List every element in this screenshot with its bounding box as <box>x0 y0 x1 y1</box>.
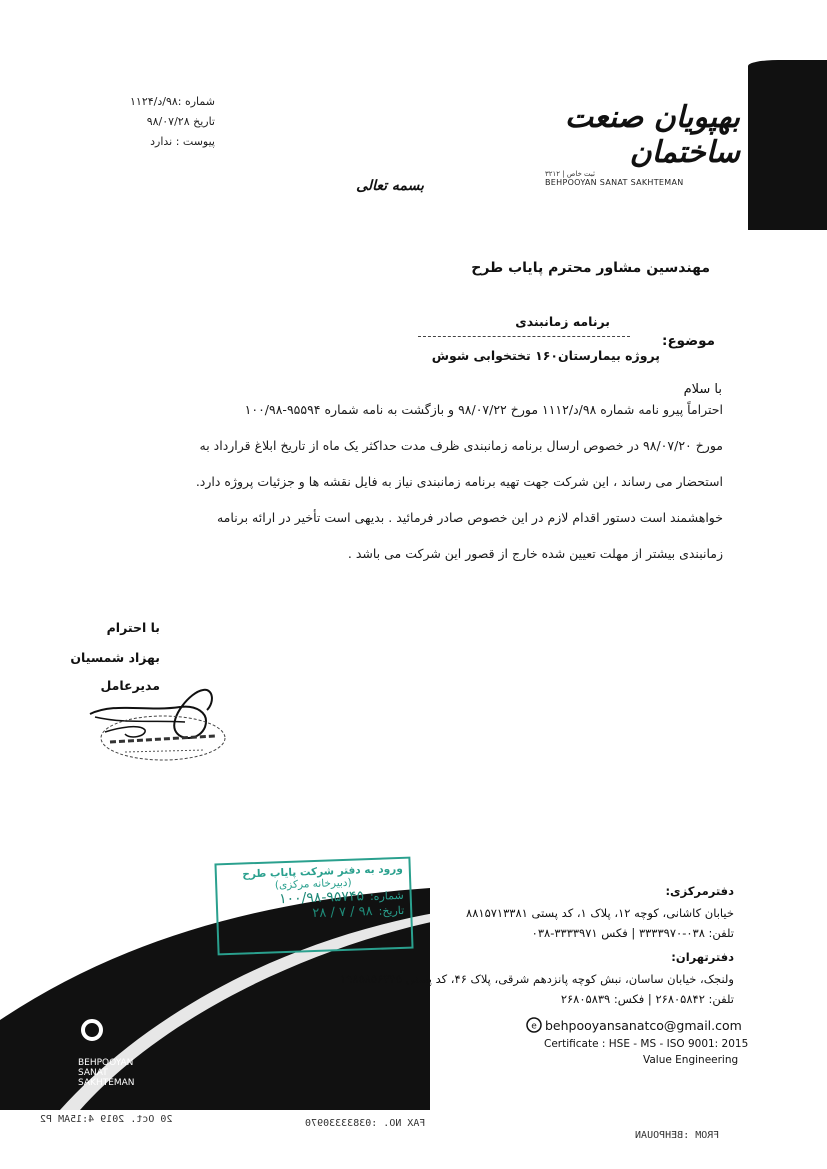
body-line-4: خواهشمند است دستور اقدام لازم در این خصوص صادر فرمائید . بدیهی است تأخیر در ارائه برنامه <box>216 510 723 525</box>
signer-title: مدیرعامل <box>100 678 160 693</box>
body-line-1: احتراماً پیرو نامه شماره ۹۸/د/۱۱۱۲ مورخ ۹۸/۰۷/۲۲ و بازگشت به نامه شماره ۹۵۵۹۴-۱۰۰/۹۸ <box>244 402 723 417</box>
svg-text:e: e <box>531 1021 537 1032</box>
body-line-3: استحضار می رساند ، این شرکت جهت تهیه برنامه زمانبندی نیاز به فایل نقشه ها و جزئیات پروژه دارد. <box>195 474 723 489</box>
email-row <box>526 1017 742 1033</box>
signer-name: بهزاد شمسیان <box>70 650 160 665</box>
letter-attachment: پیوست : ندارد <box>150 135 215 148</box>
fax-date: 20 Oct. 2019 4:15AM P2 <box>40 1114 173 1125</box>
brand-name-en: BEHPOOYAN SANAT SAKHTEMAN <box>545 178 684 187</box>
email-icon <box>526 1017 542 1033</box>
brand-registration: ثبت خاص | ۳۲۱۲ <box>545 170 595 178</box>
brand-sidebar-line-2: SANAT <box>78 1068 108 1078</box>
closing: با احترام <box>106 620 160 635</box>
central-office-address: خیابان کاشانی، کوچه ۱۲، پلاک ۱، کد پستی ۸۸۱۵۷۱۳۳۸۱ <box>466 906 734 920</box>
subject-underline <box>418 336 630 337</box>
brand-mark-icon <box>80 1018 104 1042</box>
email-address: behpooyansanatco@gmail.com <box>545 1017 742 1033</box>
signature-drawing <box>85 672 235 772</box>
brand-name-fa: بهپویان صنعت ساختمان <box>564 100 740 170</box>
greeting: با سلام <box>683 382 722 397</box>
bismillah: بسمه تعالی <box>356 178 424 194</box>
subject-line2: پروژه بیمارستان۱۶۰ تختخوابی شوش <box>431 348 660 363</box>
decorative-band-top <box>748 60 827 230</box>
stamp-date-value: ۹۸ / ۷ / ۲۸ <box>312 903 373 922</box>
fax-number: FAX NO. :03833330970 <box>305 1118 426 1129</box>
tehran-office-address: ولنجک، خیابان ساسان، نبش کوچه پانزدهم شرقی، پلاک ۴۶، کد پستی ۱۹۸۵۸۵۶۳۴۵ <box>340 972 734 986</box>
brand-sidebar-text <box>78 1058 135 1088</box>
brand-sidebar-line-1: BEHPOOYAN <box>78 1058 134 1068</box>
central-office-title: دفترمرکزی: <box>665 884 734 898</box>
fax-from: FROM :BEHPOUAN <box>635 1130 720 1141</box>
central-office-phone: تلفن: ۰۳۸-۳۳۳۳۹۷۰ | فکس ۳۳۳۳۹۷۱-۰۳۸ <box>531 926 734 940</box>
stamp-number-value: ۱۰۰/۹۸-۹۵۷۴۵ <box>278 888 365 908</box>
received-stamp <box>214 857 413 956</box>
letter-meta <box>80 92 215 152</box>
subject-line1: برنامه زمانبندی <box>515 314 610 329</box>
brand-logo <box>530 100 740 187</box>
letter-date: تاریخ ۹۸/۰۷/۲۸ <box>146 115 215 128</box>
stamp-line2: (دبیرخانه مرکزی) <box>274 876 352 892</box>
stamp-date-label: تاریخ: <box>378 903 405 918</box>
value-engineering: Value Engineering <box>643 1054 739 1066</box>
tehran-office-phone: تلفن: ۲۶۸۰۵۸۴۲ | فکس: ۲۶۸۰۵۸۳۹ <box>560 992 734 1006</box>
body-line-2: مورخ ۹۸/۰۷/۲۰ در خصوص ارسال برنامه زمانبندی ظرف مدت حداکثر یک ماه از تاریخ ابلاغ قرارداد به <box>199 438 723 453</box>
subject-label: موضوع: <box>662 333 715 349</box>
recipient: مهندسین مشاور محترم پایاب طرح <box>471 260 710 276</box>
tehran-office-title: دفترتهران: <box>671 950 734 964</box>
brand-sidebar-line-3: SAKHTEMAN <box>78 1078 135 1088</box>
body-line-5: زمانبندی بیشتر از مهلت تعیین شده خارج از قصور این شرکت می باشد . <box>347 546 723 561</box>
stamp-line1: ورود به دفتر شرکت پایاب طرح <box>242 862 403 881</box>
certificate: Certificate : HSE - MS - ISO 9001: 2015 <box>544 1038 749 1050</box>
letter-number: شماره :۹۸/د/۱۱۲۴ <box>130 95 215 108</box>
stamp-number-label: شماره: <box>369 888 404 903</box>
